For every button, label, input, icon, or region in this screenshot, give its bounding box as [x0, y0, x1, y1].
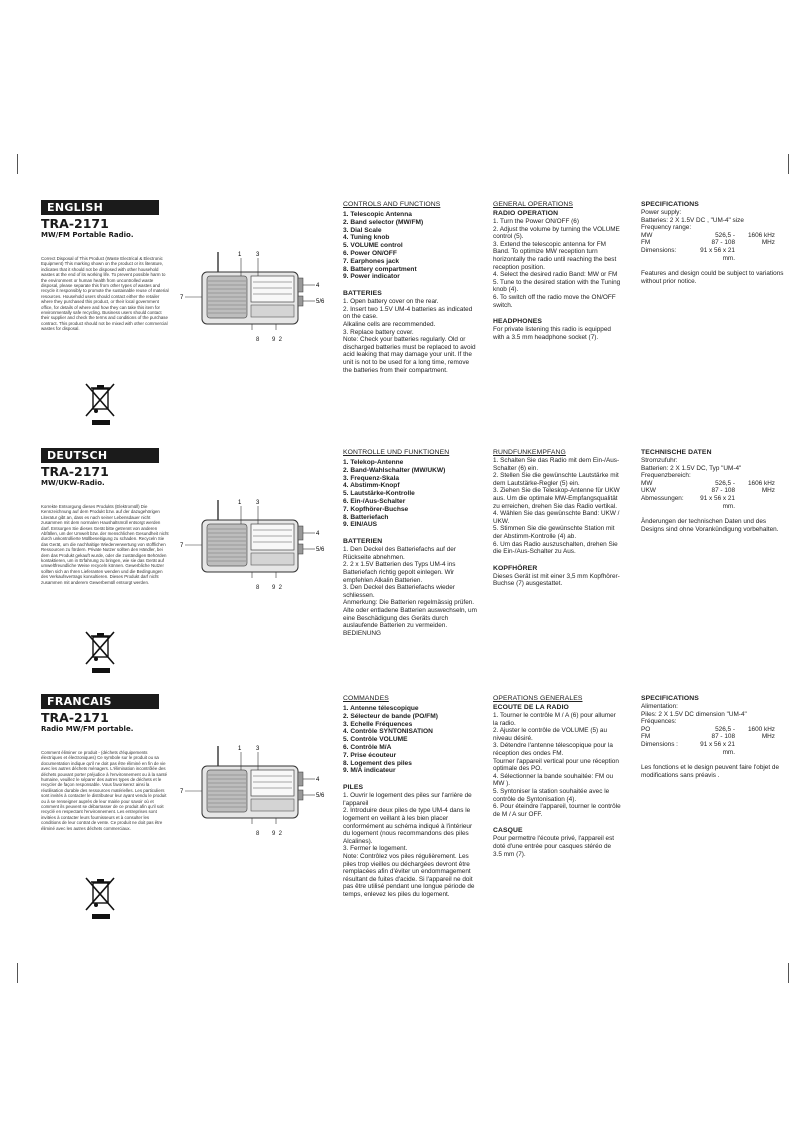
operations-title: OPERATIONS GENERALES — [493, 695, 583, 702]
radio-item: 3. Extend the telescopic antenna for FM Band. To optimize MW reception turn horizontally the radio until reaching the best reception position. — [493, 240, 617, 271]
batteries-text — [343, 298, 478, 374]
radio-item: 4. Select the desired radio Band: MW or FM — [493, 271, 618, 279]
headphones-title: CASQUE — [493, 827, 523, 835]
specifications-title: TECHNISCHE DATEN — [641, 449, 712, 456]
spec-cell: PO — [641, 725, 651, 733]
specifications-column — [641, 200, 789, 285]
controls-item: 7. Kopfhörer-Buchse — [343, 505, 409, 513]
batteries-item: Anmerkung: Die Batterien regelmässig prüfen. Alte oder entladene Batterien auswechseln, um eine Beschädigung des Geräts durch auslaufende Batterien zu vermeiden. — [343, 599, 477, 630]
batteries-title: BATTERIES — [343, 290, 382, 298]
spec-cell: MHz — [761, 239, 775, 247]
controls-title: CONTROLS AND FUNCTIONS — [343, 201, 441, 208]
batteries-item: BEDIENUNG — [343, 629, 381, 637]
controls-item: 7. Prise écouteur — [343, 751, 397, 759]
operation-column — [493, 448, 621, 588]
label-1: 1 — [238, 252, 242, 258]
label-5-6: 5/6 — [316, 299, 325, 305]
spec-note: Änderungen der technischen Daten und des Designs sind ohne Vorankündigung vorbehalten. — [641, 518, 779, 533]
batteries-item: 2. 2 x 1.5V Batterien des Typs UM-4 ins Batteriefach richtig gepolt einlegen. Wir empfehlen Alkalin Batterien. — [343, 561, 456, 584]
radio-item: 1. Tourner le contrôle M / A (6) pour allumer la radio. — [493, 712, 616, 727]
spec-table — [641, 232, 789, 262]
controls-title: COMMANDES — [343, 695, 389, 702]
product-subtitle: Radio MW/FM portable. — [41, 725, 134, 733]
spec-cell: 87 - 108 — [711, 733, 735, 741]
controls-item: 6. Contrôle M/A — [343, 743, 392, 751]
model-number: TRA-2171 — [41, 216, 109, 231]
spec-cell: 526,5 - — [715, 725, 735, 733]
operations-title: RUNDFUNKEMPFANG — [493, 449, 566, 456]
spec-cell — [735, 741, 775, 756]
label-8: 8 — [256, 337, 260, 343]
spec-lines — [641, 209, 789, 224]
spec-cell: Abmessungen: — [641, 494, 684, 502]
batteries-title: PILES — [343, 784, 364, 792]
controls-title: KONTROLLE UND FUNKTIONEN — [343, 449, 450, 456]
spec-table — [641, 726, 789, 756]
section-header: ENGLISH — [41, 200, 159, 215]
weee-bin-icon — [84, 872, 118, 922]
label-4: 4 — [316, 531, 320, 537]
radio-item: 5. Stimmen Sie die gewünschte Station mit der Abstimm-Kontrolle (4) ab. — [493, 525, 615, 540]
radio-item: 3. Ziehen Sie die Teleskop-Antenne für UKW aus. Um die optimale MW-Empfangsqualität zu erreichen, drehen Sie das Radio vertikal. — [493, 487, 620, 510]
headphones-text: For private listening this radio is equipped with a 3.5 mm headphone socket (7). — [493, 326, 611, 341]
radio-item: 2. Ajuster le contrôle de VOLUME (5) au niveau désiré. — [493, 727, 608, 742]
controls-item: 2. Band selector (MW/FM) — [343, 218, 424, 226]
controls-item: 5. Lautstärke-Kontrolle — [343, 490, 415, 498]
spec-note: Les fonctions et le design peuvent faire l'objet de modifications sans préavis . — [641, 764, 780, 779]
weee-bin-icon — [84, 626, 118, 676]
batteries-title: BATTERIEN — [343, 538, 383, 546]
product-subtitle: MW/FM Portable Radio. — [41, 231, 134, 239]
spec-row — [641, 495, 789, 510]
disposal-notice: Comment éliminer ce produit - (déchets d'équipements électriques et électroniques) Ce symbole sur le produit ou sa documentation indique qu'il ne doit pas être éliminé en fin de vie avec les autres déchets ménagers. L'élimination incontrôlée des déchets pouvant porter préjudice à l'environnement ou à la santé humaine, veuillez le séparer des autres types de déchets et le recycler de façon responsable. Vous favoriserez ainsi la réutilisation durable des ressources matérielles. Les particuliers sont invités à contacter le distributeur leur ayant vendu le produit ou à se renseigner auprès de leur mairie pour savoir où et comment ils peuvent se débarrasser de ce produit afin qu'il soit recyclé en respectant l'environnement. Les entreprises sont invitées à contacter leurs fournisseurs et à consulter les conditions de leur contrat de vente. Ce produit ne doit pas être éliminé avec les autres déchets commerciaux. — [41, 750, 168, 831]
spec-row — [641, 239, 789, 247]
controls-item: 8. Logement des piles — [343, 759, 412, 767]
spec_lines-item: Batteries: 2 X 1.5V DC , "UM-4" size — [641, 216, 744, 224]
spec-cell: UKW — [641, 487, 656, 495]
controls-item: 4. Tuning knob — [343, 234, 390, 242]
spec_lines-item: Piles: 2 X 1.5V DC dimension "UM-4" — [641, 710, 747, 718]
batteries-item: Alkaline cells are recommended. — [343, 320, 436, 328]
controls-item: 2. Band-Wahlschalter (MW/UKW) — [343, 466, 446, 474]
spec-cell: 91 x 56 x 21 mm. — [700, 246, 735, 262]
controls-column — [343, 694, 478, 898]
specifications-title: SPECIFICATIONS — [641, 695, 699, 702]
spec-row — [641, 726, 789, 734]
spec-row — [641, 232, 789, 240]
controls-item: 6. Ein-/Aus-Schalter — [343, 497, 406, 505]
spec-table — [641, 480, 789, 510]
controls-item: 7. Earphones jack — [343, 257, 400, 265]
headphones-text: Pour permettre l'écoute privé, l'appareil est doté d'une entrée pour casques stéréo de 3.5 mm (7). — [493, 835, 615, 858]
controls-item: 4. Contrôle SYNTONISATION — [343, 728, 433, 736]
label-9-2: 9 2 — [272, 585, 283, 591]
batteries-item: 3. Den Deckel des Batteriefachs wieder schliessen. — [343, 584, 455, 599]
radio-item: 3. Détendre l'antenne télescopique pour la réception des ondes FM. — [493, 742, 613, 757]
controls-item: 1. Telescopic Antenna — [343, 211, 412, 218]
frequency-title: Frequency range: — [641, 224, 692, 232]
label-7: 7 — [180, 295, 184, 301]
controls-item: 3. Dial Scale — [343, 226, 382, 234]
batteries-text — [343, 546, 478, 637]
crop-mark-top-right — [788, 154, 789, 174]
disposal-notice: Correct Disposal of This Product (Waste Electrical & Electronic Equipment) This marking shown on the product or its literature, indicates that it should not be disposed with other household wastes at the end of its working life. To prevent possible harm to the environment or human health from uncontrolled waste disposal, please separate this from other types of wastes and recycle it responsibly to promote the sustainable reuse of material resources. Household users should contact either the retailer where they purchased this product, or their local government office, for details of where and how they can take this item for environmentally safe recycling. Business users should contact their supplier and check the terms and conditions of the purchase contract. This product should not be mixed with other commercial wastes for disposal. — [41, 256, 169, 332]
batteries-item: 2. Insert two 1.5V UM-4 batteries as indicated on the case. — [343, 305, 473, 321]
label-8: 8 — [256, 585, 260, 591]
label-5-6: 5/6 — [316, 547, 325, 553]
spec_lines-item: Frequenzbereich: — [641, 472, 691, 480]
spec_lines-item: Power supply: — [641, 209, 682, 216]
controls-item: 1. Antenne télescopique — [343, 705, 419, 712]
controls-item: 5. Contrôle VOLUME — [343, 736, 408, 744]
label-9-2: 9 2 — [272, 831, 283, 837]
spec-cell: MHz — [761, 733, 775, 741]
spec-cell: FM — [641, 239, 651, 247]
radio-item: 6. Um das Radio auszuschalten, drehen Sie die Ein-/Aus-Schalter zu Aus. — [493, 540, 618, 556]
spec_lines-item: Alimentation: — [641, 703, 678, 710]
batteries-item: 1. Ouvrir le logement des piles sur l'arrière de l'appareil — [343, 792, 472, 807]
label-4: 4 — [316, 283, 320, 289]
label-5-6: 5/6 — [316, 793, 325, 799]
spec_lines-item: Batterien: 2 X 1.5V DC, Typ "UM-4" — [641, 464, 742, 472]
radio-item: 6. Pour éteindre l'appareil, tourner le contrôle de M / A sur OFF. — [493, 803, 621, 818]
batteries-item: Note: Check your batteries regularly. Old or discharged batteries must be replaced to avoid acid leaking that may damage your unit. If the unit is not to be used for a long time, remove the batteries from their compartment. — [343, 336, 476, 374]
headphones-title: HEADPHONES — [493, 318, 542, 326]
radio-operation-text — [493, 218, 621, 309]
controls-item: 3. Frequenz-Skala — [343, 474, 400, 482]
spec-cell — [735, 247, 775, 262]
radio-operation-title: ECOUTE DE LA RADIO — [493, 704, 569, 711]
spec-cell: FM — [641, 733, 651, 741]
headphones-title: KOPFHÖRER — [493, 564, 538, 572]
batteries-text — [343, 792, 478, 898]
radio-item: 2. Stellen Sie die gewünschte Lautstärke mit dem Lautstärke-Regler (5) ein. — [493, 472, 619, 487]
batteries-item: 1. Den Deckel des Batteriefachs auf der Rückseite abnehmen. — [343, 546, 456, 561]
spec-cell: 91 x 56 x 21 mm. — [700, 740, 735, 756]
specifications-title: SPECIFICATIONS — [641, 201, 699, 208]
controls-column — [343, 448, 478, 637]
batteries-item: 3. Fermer le logement. — [343, 845, 408, 853]
model-number: TRA-2171 — [41, 464, 109, 479]
spec-row — [641, 733, 789, 741]
radio-item: 5. Tune to the desired station with the Tuning knob (4). — [493, 278, 621, 294]
label-3: 3 — [256, 252, 260, 258]
controls-list — [343, 211, 478, 281]
operation-column — [493, 200, 621, 341]
controls-column — [343, 200, 478, 374]
spec-cell: MW — [641, 231, 653, 239]
spec_lines-item: Fréquences: — [641, 718, 677, 726]
radio-diagram — [180, 248, 325, 330]
batteries-item: 1. Open battery cover on the rear. — [343, 298, 439, 306]
label-7: 7 — [180, 789, 184, 795]
radio-item: 1. Turn the Power ON/OFF (6) — [493, 218, 579, 225]
spec-row — [641, 480, 789, 488]
section-header: DEUTSCH — [41, 448, 159, 463]
controls-item: 8. Battery compartment — [343, 265, 417, 273]
product-subtitle: MW/UKW-Radio. — [41, 479, 105, 487]
spec-lines — [641, 703, 789, 726]
radio-item: 1. Schalten Sie das Radio mit dem Ein-/Aus-Schalter (6) ein. — [493, 457, 620, 472]
radio-diagram — [180, 496, 325, 578]
spec-cell — [735, 495, 775, 510]
controls-list — [343, 459, 478, 529]
spec_lines-item: Stromzufuhr: — [641, 457, 678, 464]
spec-cell: 1600 kHz — [748, 725, 775, 733]
radio-diagram — [180, 742, 325, 824]
crop-mark-bottom-right — [788, 963, 789, 983]
label-1: 1 — [238, 500, 242, 506]
specifications-column — [641, 694, 789, 779]
label-8: 8 — [256, 831, 260, 837]
label-9-2: 9 2 — [272, 337, 283, 343]
operation-column — [493, 694, 621, 858]
spec-cell: Dimensions: — [641, 246, 677, 254]
crop-mark-bottom-left — [17, 963, 18, 983]
spec-note: Features and design could be subject to variations without prior notice. — [641, 270, 784, 285]
controls-item: 8. Batteriefach — [343, 513, 389, 521]
radio-item: 4. Sélectionner la bande souhaitée: FM ou MW ). — [493, 772, 614, 788]
radio-item: Tourner l'appareil vertical pour une réception optimale des PO. — [493, 757, 619, 773]
spec-cell: 91 x 56 x 21 mm. — [700, 494, 735, 510]
spec-row — [641, 247, 789, 262]
crop-mark-top-left — [17, 154, 18, 174]
spec-row — [641, 487, 789, 495]
label-3: 3 — [256, 746, 260, 752]
radio-operation-text — [493, 712, 621, 818]
controls-item: 6. Power ON/OFF — [343, 249, 397, 257]
label-4: 4 — [316, 777, 320, 783]
radio-item: 2. Adjust the volume by turning the VOLUME control (5). — [493, 225, 620, 241]
batteries-item: 3. Replace battery cover. — [343, 328, 414, 336]
controls-item: 2. Sélecteur de bande (PO/FM) — [343, 712, 438, 720]
specifications-column — [641, 448, 789, 533]
model-number: TRA-2171 — [41, 710, 109, 725]
spec-cell: 526,5 - — [715, 231, 735, 239]
spec-cell: 526,5 - — [715, 479, 735, 487]
controls-item: 4. Abstimm-Knopf — [343, 482, 400, 490]
controls-item: 9. EIN/AUS — [343, 521, 378, 529]
label-7: 7 — [180, 543, 184, 549]
radio-operation-title: RADIO OPERATION — [493, 210, 559, 217]
disposal-notice: Korrekte Entsorgung dieses Produkts (Elektromüll) Die Kennzeichnung auf dem Produkt bzw. auf der dazugehörigen Literatur gibt an, dass es nach seiner Lebensdauer nicht zusammen mit dem normalen Haushaltsmüll entsorgt werden darf. Entsorgen Sie dieses Gerät bitte getrennt von anderen Abfällen, um der Umwelt bzw. der menschlichen Gesundheit nicht durch unkontrollierte Müllbeseitigung zu schaden. Recyceln Sie das Gerät, um die nachhaltige Wiederverwertung von stofflichen Ressourcen zu fördern. Private Nutzer sollten den Händler, bei dem das Produkt gekauft wurde, oder die zuständigen Behörden kontaktieren, um in Erfahrung zu bringen, wie sie das Gerät auf umweltfreundliche Weise recyceln können. Gewerbliche Nutzer sollten sich an Ihren Lieferanten wenden und die Bedingungen des Verkaufsvertrags konsultieren. Dieses Produkt darf nicht zusammen mit anderem Gewerbemüll entsorgt werden. — [41, 504, 169, 585]
controls-item: 9. Power indicator — [343, 273, 400, 281]
weee-bin-icon — [84, 378, 118, 428]
controls-item: 9. M/A indicateur — [343, 767, 396, 775]
radio-item: 4. Wählen Sie das gewünschte Band: UKW / UKW. — [493, 510, 620, 525]
spec-cell: 1606 kHz — [748, 479, 775, 487]
operations-title: GENERAL OPERATIONS — [493, 201, 573, 208]
spec-cell: 87 - 108 — [711, 487, 735, 495]
spec-cell: 87 - 108 — [711, 239, 735, 247]
spec-row — [641, 741, 789, 756]
headphones-text: Dieses Gerät ist mit einer 3,5 mm Kopfhörer-Buchse (7) ausgestattet. — [493, 572, 620, 588]
controls-list — [343, 705, 478, 775]
spec-cell: MHz — [761, 487, 775, 495]
controls-item: 5. VOLUME control — [343, 242, 403, 250]
controls-item: 1. Telekop-Antenne — [343, 459, 404, 466]
spec-cell: 1606 kHz — [748, 231, 775, 239]
label-3: 3 — [256, 500, 260, 506]
radio-item: 5. Syntoniser la station souhaitée avec le contrôle de Syntonisation (4). — [493, 787, 610, 803]
batteries-item: 2. Introduire deux piles de type UM-4 dans le logement en veillant à les bien placer conformément au schéma indiqué à l'intérieur du logement (nous recommandons des piles Alcalines). — [343, 807, 473, 845]
radio-operation-text — [493, 457, 621, 556]
controls-item: 3. Echelle Fréquences — [343, 720, 413, 728]
spec-cell: Dimensions : — [641, 740, 678, 748]
batteries-item: Note: Contrôlez vos piles régulièrement. Les piles trop vieilles ou déchargées devront être remplacées afin d'éviter un endommagement résultant de fuites d'acide. Si l'appareil ne doit pas être utilisé pendant une longue période de temps, enlevez les piles du logement. — [343, 852, 475, 898]
spec-cell: MW — [641, 479, 653, 487]
spec-lines — [641, 457, 789, 480]
radio-item: 6. To switch off the radio move the ON/OFF switch. — [493, 293, 616, 309]
label-1: 1 — [238, 746, 242, 752]
section-header: FRANCAIS — [41, 694, 159, 709]
